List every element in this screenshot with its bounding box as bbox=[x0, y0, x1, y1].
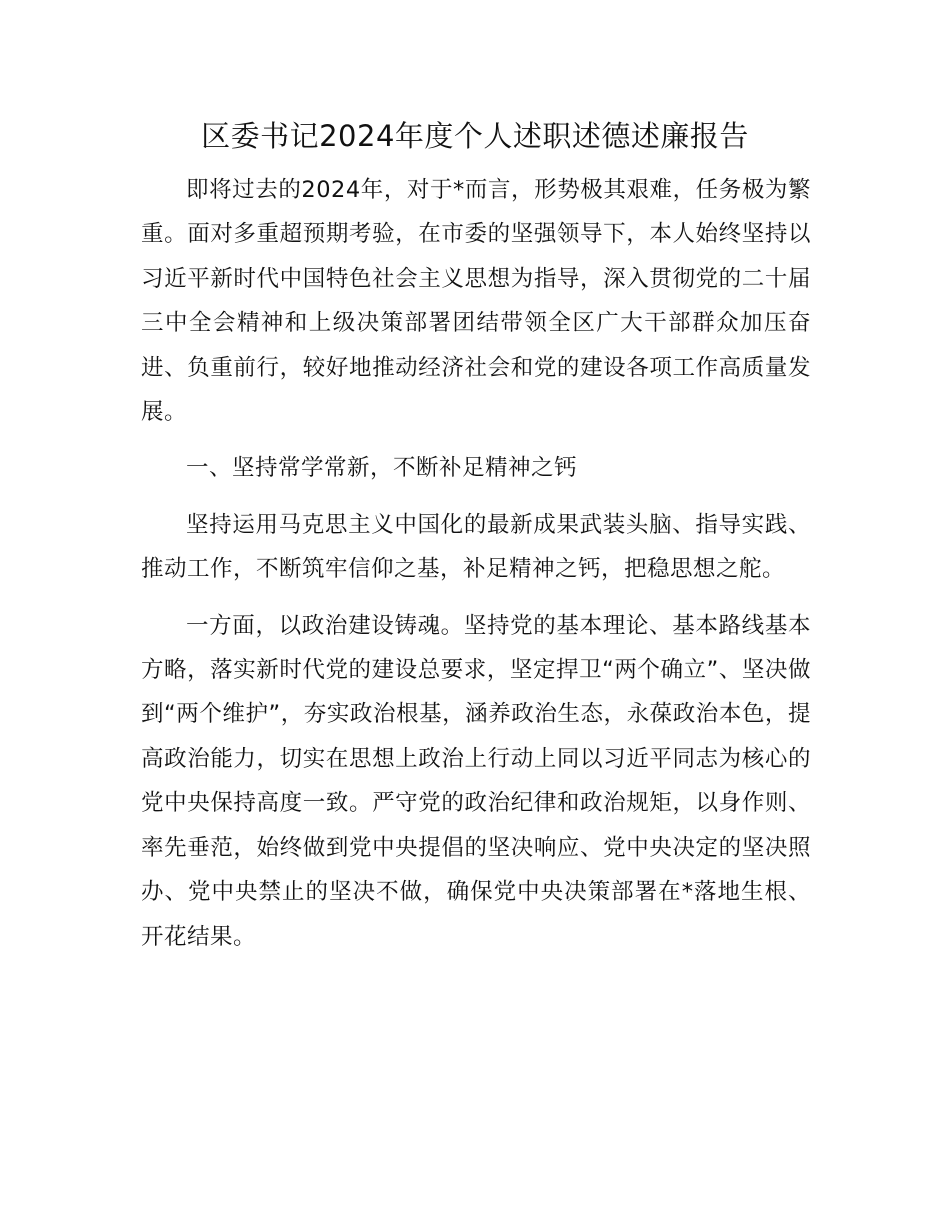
document-title: 区委书记2024年度个人述职述德述廉报告 bbox=[201, 119, 749, 153]
section-1-paragraph-1: 坚持运用马克思主义中国化的最新成果武装头脑、指导实践、推动工作，不断筑牢信仰之基，补足精神之钙，把稳思想之舵。 bbox=[141, 511, 811, 583]
section-heading-1: 一、坚持常学常新，不断补足精神之钙 bbox=[186, 455, 578, 482]
section-1-paragraph-2: 一方面，以政治建设铸魂。坚持党的基本理论、基本路线基本方略，落实新时代党的建设总要求，坚定捍卫“两个确立”、坚决做到“两个维护”，夯实政治根基，涵养政治生态，永葆政治本色，提高政治能力，切实在思想上政治上行动上同以习近平同志为核心的党中央保持高度一致。严守党的政治纪律和政治规矩，以身作则、率先垂范，始终做到党中央提倡的坚决响应、党中央决定的坚决照办、党中央禁止的坚决不做，确保党中央决策部署在*落地生根、开花结果。 bbox=[141, 612, 811, 950]
intro-paragraph: 即将过去的2024年，对于*而言，形势极其艰难，任务极为繁重。面对多重超预期考验，在市委的坚强领导下，本人始终坚持以习近平新时代中国特色社会主义思想为指导，深入贯彻党的二十届三中全会精神和上级决策部署团结带领全区广大干部群众加压奋进、负重前行，较好地推动经济社会和党的建设各项工作高质量发展。 bbox=[141, 177, 811, 426]
document-body bbox=[141, 168, 811, 971]
